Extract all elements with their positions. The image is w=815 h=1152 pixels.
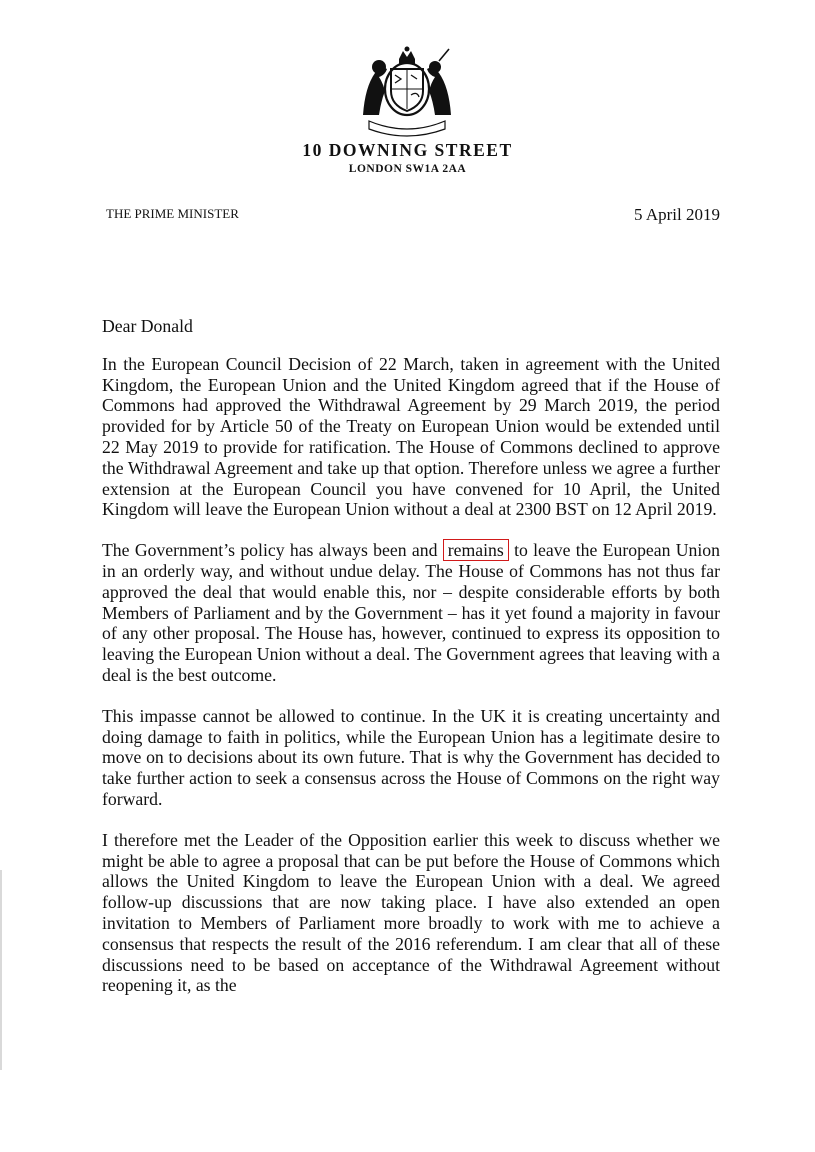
scan-edge-shadow [0,870,2,1070]
royal-coat-of-arms [355,45,459,137]
address-line-2: LONDON SW1A 2AA [348,163,467,175]
letter-date: 5 April 2019 [634,205,720,224]
paragraph-2-end: to leave the European Union in an orderly way, and without undue delay. The House of Commons has not thus far approved the deal that would enable this, nor – despite considerable efforts by both Members of Parliament and by the Government – has it yet found a majority in favour of any other proposal. The House has, however, continued to express its opposition to leaving the European Union without a deal. The Government agrees that leaving with a deal is the best outcome. [102,540,720,685]
paragraph-3: This impasse cannot be allowed to continue. In the UK it is creating uncertainty and doing damage to faith in politics, while the European Union has a legitimate desire to move on to decisions about its own future. That is why the Government has decided to take further action to seek a consensus across the House of Commons on the right way forward. [102,705,720,809]
letterhead-address [0,140,815,175]
paragraph-2 [102,540,720,686]
sender-title: THE PRIME MINISTER [106,206,239,221]
address-line-1: 10 DOWNING STREET [302,140,513,160]
paragraph-4: I therefore met the Leader of the Opposition earlier this week to discuss whether we might be able to agree a proposal that can be put before the House of Commons which allows the United Kingdom to leave the European Union with a deal. We agreed follow-up discussions that are now taking place. I have also extended an open invitation to Members of Parliament more broadly to work with me to achieve a consensus that respects the result of the 2016 referendum. I am clear that all of these discussions need to be based on acceptance of the Withdrawal Agreement without reopening it, as the [102,829,720,996]
paragraph-1: In the European Council Decision of 22 March, taken in agreement with the United Kingdom, the European Union and the United Kingdom agreed that if the House of Commons had approved the Withdrawal Agreement by 29 March 2019, the period provided for by Article 50 of the Treaty on European Union would be extended until 22 May 2019 to provide for ratification. The House of Commons declined to approve the Withdrawal Agreement and take up that option. Therefore unless we agree a further extension at the European Council you have convened for 10 April, the United Kingdom will leave the European Union without a deal at 2300 BST on 12 April 2019. [102,353,720,520]
letter-body [102,316,720,1016]
salutation: Dear Donald [102,316,193,336]
highlighted-word: remains [443,539,509,561]
paragraph-2-start: The Government’s policy has always been and [102,540,443,561]
